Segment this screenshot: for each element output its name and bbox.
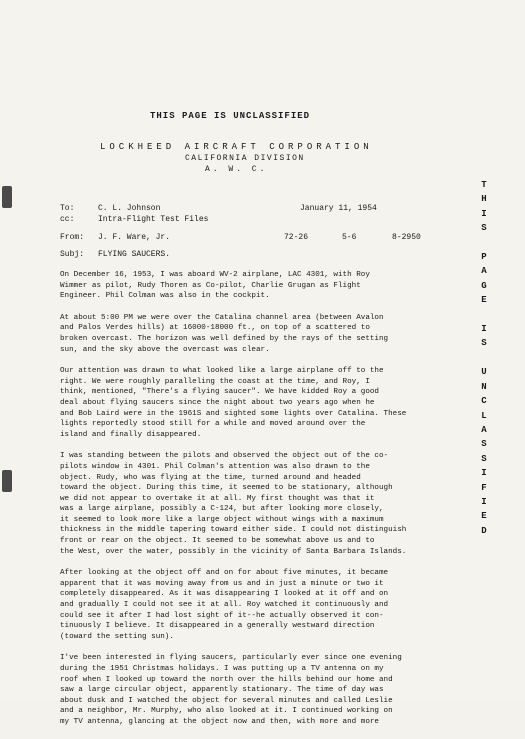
body-paragraph: On December 16, 1953, I was aboard WV-2 airplane, LAC 4301, with Roy Wimmer as pilot, Rudy Thoren as Co-pilot, Charlie Grugan as Flight Engineer. Phil Colman was also in the cockpit. <box>60 271 370 301</box>
side-classification-stamp: T H I S P A G E I S U N C L A S S I F I E D <box>481 180 487 536</box>
body-paragraph: I've been interested in flying saucers, particularly ever since one evening during the 1951 Christmas holidays. I was putting up a TV antenna on my roof when I looked up toward the north over the hills behind our home and saw a large circular object, apparently stationary. The time of day was about dusk and I watched the object for several minutes and called Leslie and a neighbor, Mr. Murphy, who also looked at it. I continued working on my TV antenna, glancing at the object now and then, with more and more <box>60 654 402 726</box>
memo-subject-line: Subj: FLYING SAUCERS. <box>60 250 171 259</box>
memo-date: January 11, 1954 <box>300 204 377 213</box>
memo-from-line: From: J. F. Ware, Jr. <box>60 233 171 242</box>
memo-ref-1: 72-26 <box>284 233 309 242</box>
memo-to-line: To: C. L. Johnson <box>60 204 161 213</box>
company-name: LOCKHEED AIRCRAFT CORPORATION <box>100 142 373 152</box>
memo-ref-2: 5-6 <box>342 233 357 242</box>
binder-hole <box>2 186 12 208</box>
department-code: A. W. C. <box>205 165 268 174</box>
body-paragraph: Our attention was drawn to what looked like a large airplane off to the right. We were roughly paralleling the coast at the time, and Roy, I think, mentioned, "There's a flying saucer". We have kidded Roy a good deal about flying saucers since the night about two years ago when he and Bob Laird were in the 1961S and sighted some lights over Catalina. These lights reportedly stood still for a while and moved around over the island and finally disappeared. <box>60 367 407 439</box>
body-paragraph: I was standing between the pilots and observed the object out of the co- pilots window in 4301. Phil Colman's attention was also drawn to the object. Rudy, who was flying at the time, turned around and headed toward the object. During this time, it seemed to be stationary, although we did not appear to overtake it at all. My first thought was that it was a large airplane, possibly a C-124, but after looking more closely, it seemed to look more like a large object without wings with a maximum thickness in the middle tapering toward either side. I could not distinguish front or rear on the object. It seemed to be somewhat above us and to the West, over the water, possibly in the vicinity of Santa Barbara Islands. <box>60 452 407 556</box>
classification-banner: THIS PAGE IS UNCLASSIFIED <box>150 111 311 121</box>
body-paragraph: After looking at the object off and on for about five minutes, it became apparent that it was moving away from us and in just a minute or two it completely disappeared. As it was disappearing I looked at it off and on and gradually I could not see it at all. Roy watched it continuously and could see it after I had lost sight of it--he actually observed it con- tinuously I believe. It disappeared in a generally westward direction (toward the setting sun). <box>60 569 389 641</box>
memo-cc-line: cc: Intra-Flight Test Files <box>60 215 209 224</box>
body-paragraph: At about 5:00 PM we were over the Catalina channel area (between Avalon and Palos Verdes hills) at 16000-18000 ft., on top of a scattered to broken overcast. The horizon was well defined by the rays of the setting sun, and the sky above the overcast was clear. <box>60 313 389 354</box>
memo-ref-3: 8-2950 <box>392 233 421 242</box>
division-name: CALIFORNIA DIVISION <box>185 154 305 163</box>
memo-body <box>60 270 475 739</box>
binder-hole <box>2 470 12 492</box>
